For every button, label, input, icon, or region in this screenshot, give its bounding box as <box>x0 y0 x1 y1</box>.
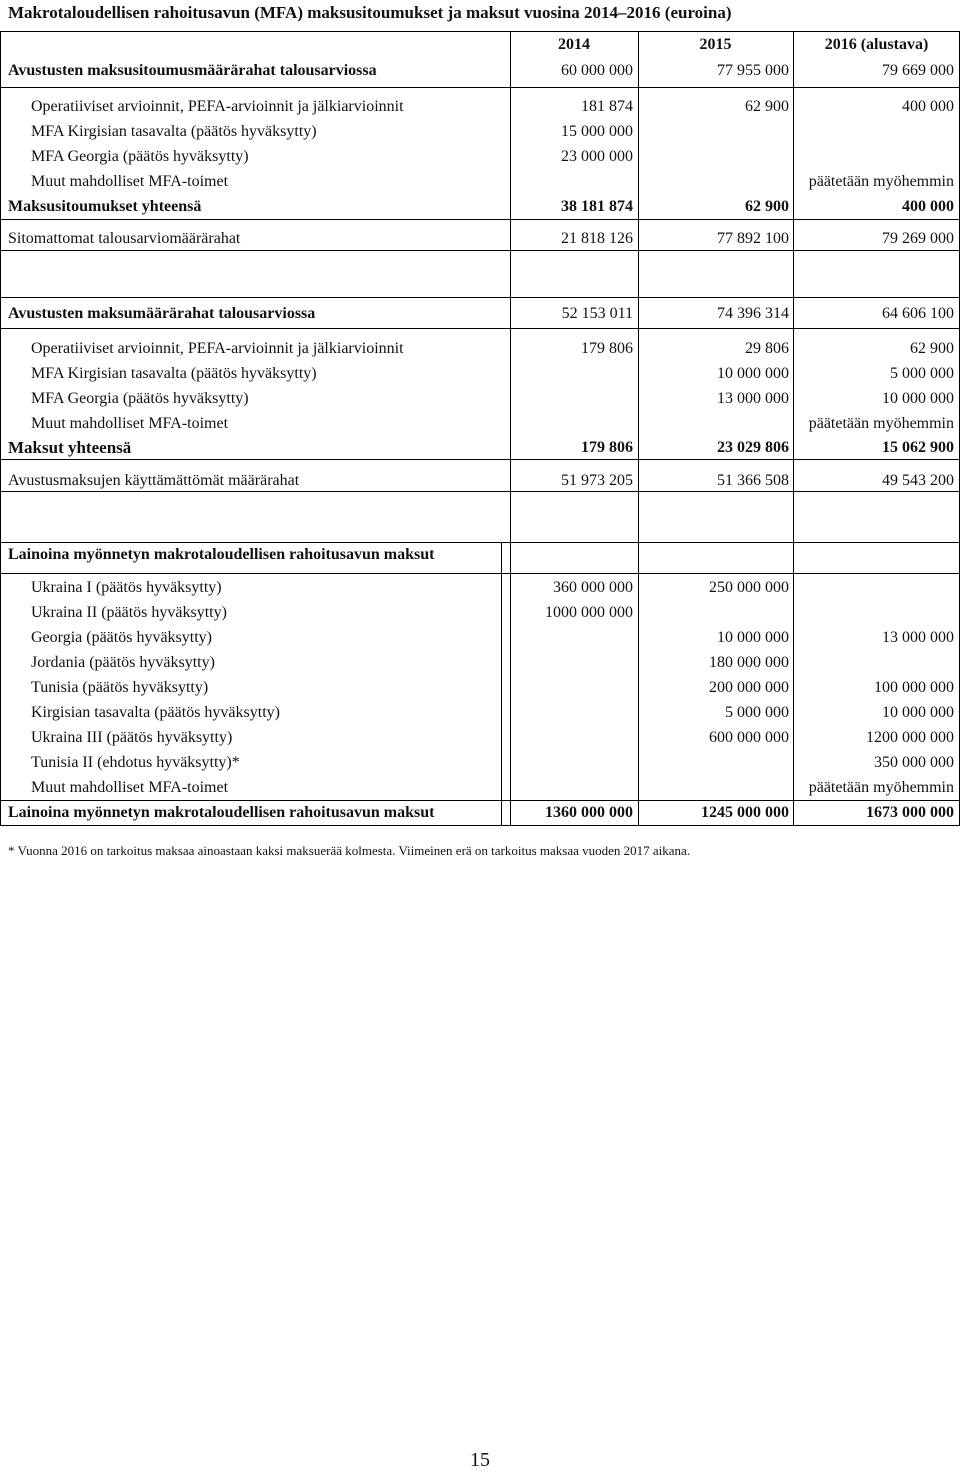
row-line <box>1 542 959 543</box>
loans-row-value: 360 000 000 <box>553 579 633 596</box>
loans-row-label: Muut mahdolliset MFA-toimet <box>31 779 229 796</box>
commitments-row-label: MFA Kirgisian tasavalta (päätös hyväksytty) <box>31 123 317 140</box>
commitments-row-value: 62 900 <box>745 98 789 115</box>
loans-row-value: 1200 000 000 <box>866 729 954 746</box>
col-divider-2015 <box>638 32 639 826</box>
payments-budget-2015: 74 396 314 <box>717 305 789 322</box>
payments-row-label: Operatiiviset arvioinnit, PEFA-arvioinnit ja jälkiarvioinnit <box>31 340 404 357</box>
loans-header: Lainoina myönnetyn makrotaloudellisen rahoitusavun maksut <box>8 546 435 563</box>
row-line <box>1 87 959 88</box>
row-line <box>1 250 959 251</box>
payments-row-value: 62 900 <box>910 340 954 357</box>
row-line <box>1 800 959 801</box>
row-line <box>1 297 959 298</box>
loans-row-label: Ukraina I (päätös hyväksytty) <box>31 579 222 596</box>
loans-row-label: Kirgisian tasavalta (päätös hyväksytty) <box>31 704 280 721</box>
loans-total-2014: 1360 000 000 <box>545 804 633 821</box>
loans-row-value: 10 000 000 <box>717 629 789 646</box>
payments-row-label: Muut mahdolliset MFA-toimet <box>31 415 229 432</box>
commitments-unused-2015: 77 892 100 <box>717 230 789 247</box>
payments-total-2014: 179 806 <box>581 439 633 456</box>
commitments-row-value: 400 000 <box>902 98 954 115</box>
payments-row-value: 179 806 <box>581 340 633 357</box>
loans-row-value: 350 000 000 <box>874 754 954 771</box>
loans-row-value: 200 000 000 <box>709 679 789 696</box>
col-header-2014: 2014 <box>558 36 590 53</box>
commitments-total-2014: 38 181 874 <box>561 198 633 215</box>
payments-row-value: 5 000 000 <box>890 365 954 382</box>
loans-total-2015: 1245 000 000 <box>701 804 789 821</box>
loans-row-value: 10 000 000 <box>882 704 954 721</box>
commitments-budget-2015: 77 955 000 <box>717 62 789 79</box>
row-line <box>1 491 959 492</box>
commitments-row-note: päätetään myöhemmin <box>808 173 954 190</box>
payments-row-label: MFA Kirgisian tasavalta (päätös hyväksytty) <box>31 365 317 382</box>
commitments-budget-2016: 79 669 000 <box>882 62 954 79</box>
payments-unused-2015: 51 366 508 <box>717 472 789 489</box>
loans-row-value: 1000 000 000 <box>545 604 633 621</box>
payments-total-2016: 15 062 900 <box>882 439 954 456</box>
commitments-unused-2014: 21 818 126 <box>561 230 633 247</box>
payments-row-note: päätetään myöhemmin <box>808 415 954 432</box>
col-header-2016: 2016 (alustava) <box>824 36 929 53</box>
page-number: 15 <box>470 1449 490 1471</box>
payments-row-value: 13 000 000 <box>717 390 789 407</box>
commitments-total-2015: 62 900 <box>745 198 789 215</box>
payments-row-label: MFA Georgia (päätös hyväksytty) <box>31 390 249 407</box>
row-line <box>1 573 959 574</box>
row-line <box>1 328 959 329</box>
loans-row-label: Tunisia II (ehdotus hyväksytty)* <box>31 754 240 771</box>
commitments-row-value: 181 874 <box>581 98 633 115</box>
footnote: * Vuonna 2016 on tarkoitus maksaa ainoastaan kaksi maksuerää kolmesta. Viimeinen erä on tarkoitus maksaa vuoden 2017 aikana. <box>8 843 691 858</box>
loans-row-value: 100 000 000 <box>874 679 954 696</box>
commitments-row-value: 23 000 000 <box>561 148 633 165</box>
payments-budget-2014: 52 153 011 <box>561 305 633 322</box>
commitments-budget-label: Avustusten maksusitoumusmäärärahat talousarviossa <box>8 62 377 79</box>
commitments-total-label: Maksusitoumukset yhteensä <box>8 198 202 215</box>
payments-unused-2014: 51 973 205 <box>561 472 633 489</box>
loans-total-label: Lainoina myönnetyn makrotaloudellisen rahoitusavun maksut <box>8 804 435 821</box>
col-divider-2016 <box>793 32 794 826</box>
col-divider-label <box>501 542 502 826</box>
loans-row-label: Ukraina III (päätös hyväksytty) <box>31 729 233 746</box>
payments-total-label: Maksut yhteensä <box>8 438 132 457</box>
col-divider-2014 <box>510 32 511 826</box>
loans-row-value: 180 000 000 <box>709 654 789 671</box>
loans-row-note: päätetään myöhemmin <box>808 779 954 796</box>
payments-budget-label: Avustusten maksumäärärahat talousarviossa <box>8 305 316 322</box>
payments-unused-label: Avustusmaksujen käyttämättömät määrärahat <box>8 472 300 489</box>
payments-row-value: 10 000 000 <box>717 365 789 382</box>
loans-row-label: Jordania (päätös hyväksytty) <box>31 654 215 671</box>
commitments-budget-2014: 60 000 000 <box>561 62 633 79</box>
document-title: Makrotaloudellisen rahoitusavun (MFA) maksusitoumukset ja maksut vuosina 2014–2016 (euroina) <box>8 3 732 22</box>
payments-total-2015: 23 029 806 <box>717 439 789 456</box>
commitments-total-2016: 400 000 <box>902 198 954 215</box>
commitments-row-value: 15 000 000 <box>561 123 633 140</box>
payments-unused-2016: 49 543 200 <box>882 472 954 489</box>
payments-row-value: 29 806 <box>745 340 789 357</box>
row-line <box>1 459 959 460</box>
commitments-row-label: MFA Georgia (päätös hyväksytty) <box>31 148 249 165</box>
row-line <box>1 219 959 220</box>
commitments-unused-2016: 79 269 000 <box>882 230 954 247</box>
commitments-row-label: Muut mahdolliset MFA-toimet <box>31 173 229 190</box>
loans-row-label: Georgia (päätös hyväksytty) <box>31 629 212 646</box>
loans-row-value: 13 000 000 <box>882 629 954 646</box>
payments-budget-2016: 64 606 100 <box>882 305 954 322</box>
commitments-row-label: Operatiiviset arvioinnit, PEFA-arvioinnit ja jälkiarvioinnit <box>31 98 404 115</box>
loans-row-label: Ukraina II (päätös hyväksytty) <box>31 604 227 621</box>
commitments-unused-label: Sitomattomat talousarviomäärärahat <box>8 230 241 247</box>
payments-row-value: 10 000 000 <box>882 390 954 407</box>
loans-row-label: Tunisia (päätös hyväksytty) <box>31 679 209 696</box>
loans-row-value: 5 000 000 <box>725 704 789 721</box>
col-header-2015: 2015 <box>699 36 732 53</box>
loans-row-value: 600 000 000 <box>709 729 789 746</box>
loans-row-value: 250 000 000 <box>709 579 789 596</box>
loans-total-2016: 1673 000 000 <box>866 804 954 821</box>
